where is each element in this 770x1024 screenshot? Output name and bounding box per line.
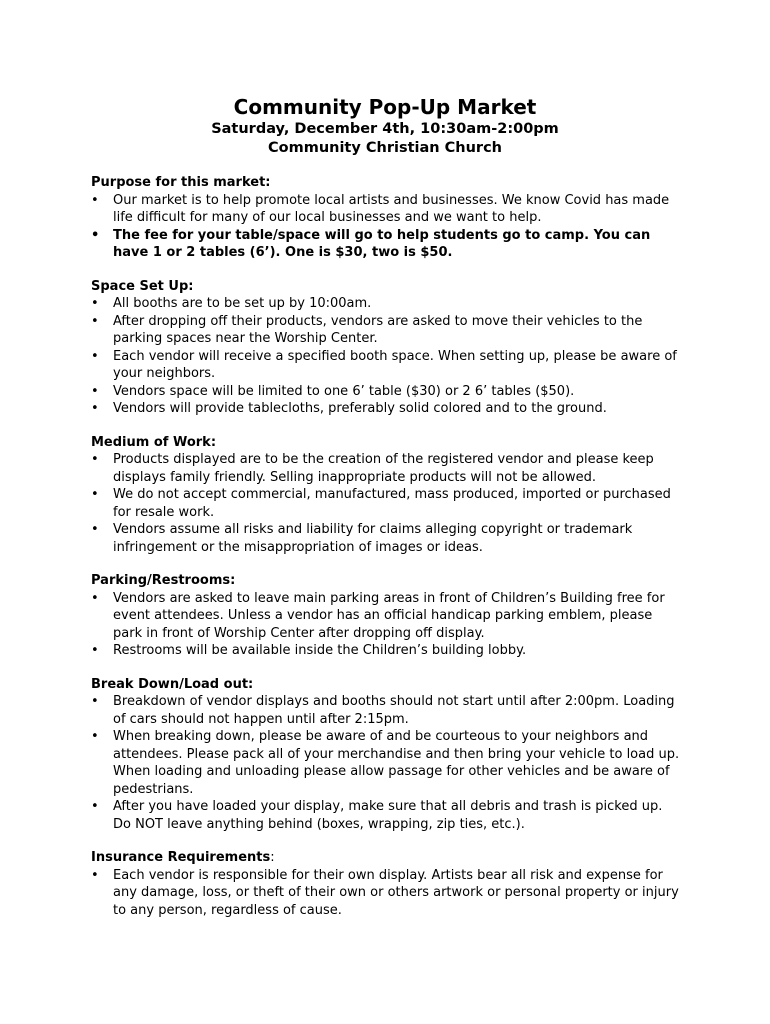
list-item-text: After dropping off their products, vendors are asked to move their vehicles to the parking spaces near the Worship Center.	[113, 313, 643, 346]
list-item-text: After you have loaded your display, make sure that all debris and trash is picked up. Do NOT leave anything behind (boxes, wrapping, zip ties, etc.).	[113, 799, 663, 832]
list-item-text: We do not accept commercial, manufactured, mass produced, imported or purchased for resale work.	[113, 487, 671, 520]
list-item	[91, 867, 681, 920]
list-item	[91, 451, 681, 486]
section-heading	[91, 174, 681, 192]
list-item	[91, 348, 681, 383]
list-item	[91, 486, 681, 521]
bullet-icon: •	[91, 401, 99, 416]
section-heading-text: Break Down/Load out:	[91, 676, 254, 692]
list-item	[91, 400, 681, 418]
event-venue: Community Christian Church	[268, 140, 502, 156]
list-item	[91, 693, 681, 728]
bullet-icon: •	[91, 867, 99, 883]
list-item	[91, 642, 681, 660]
list-item	[91, 798, 681, 833]
list-item-text: Each vendor will receive a specified booth space. When setting up, please be aware of your neighbors.	[113, 348, 677, 381]
document-body	[91, 174, 681, 935]
list-item	[91, 313, 681, 348]
list-item-text: Vendors assume all risks and liability for claims alleging copyright or trademark infringement or the misappropriation of images or ideas.	[113, 522, 633, 555]
section-heading-text: Insurance Requirements	[91, 850, 271, 865]
list-item	[91, 521, 681, 556]
bullet-icon: •	[91, 487, 99, 502]
section-heading-text: Medium of Work:	[91, 434, 217, 450]
list-item	[91, 192, 681, 227]
bullet-icon: •	[91, 313, 99, 329]
section-heading-text: Parking/Restrooms:	[91, 573, 236, 588]
bullet-list	[91, 693, 681, 833]
bullet-list	[91, 295, 681, 418]
section-heading	[91, 849, 681, 867]
bullet-icon: •	[91, 729, 99, 744]
list-item-text: When breaking down, please be aware of and be courteous to your neighbors and attendees. Please pack all of your merchandise and then bring your vehicle to load up. When loading and unloading please allow passage for other vehicles and be aware of pedestrians.	[113, 729, 680, 797]
bullet-icon: •	[91, 799, 99, 814]
bullet-icon: •	[91, 643, 99, 658]
section-heading	[91, 278, 681, 296]
event-date-time: Saturday, December 4th, 10:30am-2:00pm	[211, 121, 559, 137]
bullet-list	[91, 192, 681, 262]
bullet-icon: •	[91, 694, 99, 709]
bullet-icon: •	[91, 348, 99, 364]
bullet-icon: •	[91, 452, 99, 467]
section-heading	[91, 572, 681, 590]
bullet-icon: •	[91, 192, 99, 208]
list-item-text: Products displayed are to be the creation of the registered vendor and please keep displays family friendly. Selling inappropriate products will not be allowed.	[113, 452, 654, 485]
bullet-icon: •	[91, 227, 100, 243]
section	[91, 849, 681, 919]
list-item-text: The fee for your table/space will go to help students go to camp. You can have 1 or 2 tables (6’). One is $30, two is $50.	[113, 227, 651, 260]
bullet-list	[91, 451, 681, 556]
list-item-text: Breakdown of vendor displays and booths should not start until after 2:00pm. Loading of cars should not happen until after 2:15pm.	[113, 694, 675, 727]
bullet-icon: •	[91, 296, 99, 311]
section-heading	[91, 434, 681, 452]
list-item-text: Vendors are asked to leave main parking areas in front of Children’s Building free for event attendees. Unless a vendor has an official handicap parking emblem, please park in front of Worship Center after dropping off display.	[113, 590, 665, 641]
section	[91, 676, 681, 834]
bullet-list	[91, 867, 681, 920]
section	[91, 278, 681, 418]
list-item-text: Vendors will provide tablecloths, preferably solid colored and to the ground.	[113, 401, 607, 416]
list-item	[91, 728, 681, 798]
section	[91, 174, 681, 262]
list-item	[91, 227, 681, 262]
bullet-icon: •	[91, 383, 99, 399]
list-item-text: Restrooms will be available inside the Children’s building lobby.	[113, 643, 527, 658]
section-heading-text: Purpose for this market:	[91, 175, 271, 190]
list-item-text: Our market is to help promote local artists and businesses. We know Covid has made life difficult for many of our local businesses and we want to help.	[113, 192, 670, 225]
list-item	[91, 295, 681, 313]
page-title: Community Pop-Up Market	[233, 95, 537, 119]
section	[91, 572, 681, 660]
bullet-list	[91, 590, 681, 660]
list-item	[91, 383, 681, 401]
bullet-icon: •	[91, 590, 99, 606]
list-item-text: All booths are to be set up by 10:00am.	[113, 296, 372, 311]
section	[91, 434, 681, 557]
list-item-text: Each vendor is responsible for their own display. Artists bear all risk and expense for any damage, loss, or theft of their own or others artwork or personal property or injury to any person, regardless of cause.	[113, 867, 679, 918]
section-heading-text: Space Set Up:	[91, 278, 194, 294]
section-heading	[91, 676, 681, 694]
bullet-icon: •	[91, 522, 99, 537]
list-item-text: Vendors space will be limited to one 6’ table ($30) or 2 6’ tables ($50).	[113, 383, 575, 399]
section-heading-suffix: :	[270, 850, 275, 865]
list-item	[91, 590, 681, 643]
